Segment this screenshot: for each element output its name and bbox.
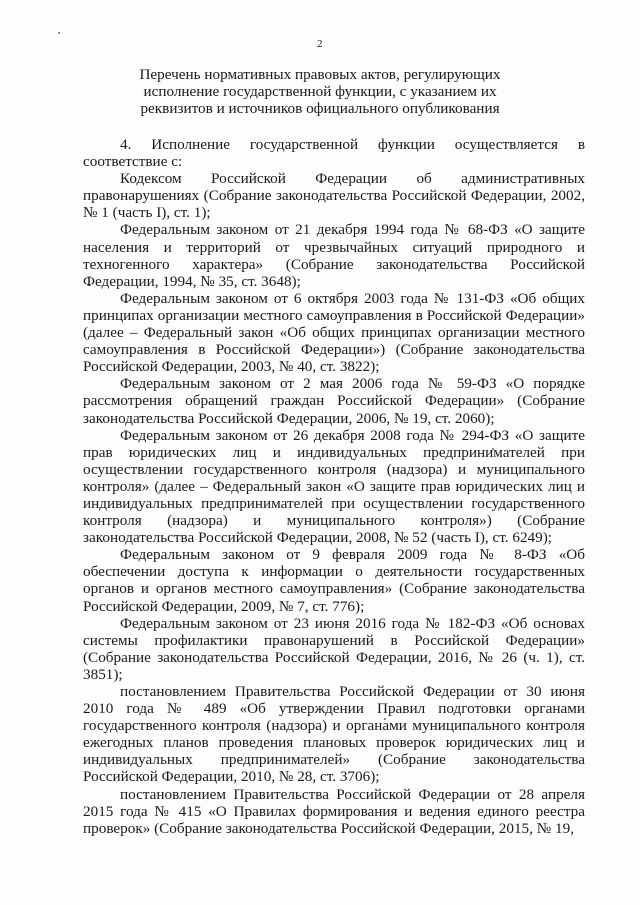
paragraph-law-182fz: Федеральным законом от 23 июня 2016 года № 182-ФЗ «Об основах системы профилактики правонарушений в Российской Федерации» (Собрание законодательства Российской Федерации, 2016, № 26 (ч. 1), ст. 3851); bbox=[83, 614, 585, 683]
scan-speck bbox=[58, 32, 60, 34]
paragraph-law-131fz: Федеральным законом от 6 октября 2003 года № 131-ФЗ «Об общих принципах организации местного самоуправления в Российской Федерации» (далее – Федеральный закон «Об общих принципах организации местного самоуправления в Российской Федерации») (Собрание законодательства Российской Федерации, 2003, № 40, ст. 3822); bbox=[83, 289, 585, 376]
paragraph-law-59fz: Федеральным законом от 2 мая 2006 года № 59-ФЗ «О порядке рассмотрения обращений граждан Российской Федерации» (Собрание законодательства Российской Федерации, 2006, № 19, ст. 2060); bbox=[83, 375, 585, 427]
paragraph-koap: Кодексом Российской Федерации об административных правонарушениях (Собрание законодательства Российской Федерации, 2002, № 1 (часть I), ст. 1); bbox=[83, 170, 585, 222]
paragraph-law-68fz: Федеральным законом от 21 декабря 1994 года № 68-ФЗ «О защите населения и территорий от чрезвычайных ситуаций природного и техногенного характера» (Собрание законодательства Российской Федерации, 1994, № 35, ст. 3648); bbox=[83, 221, 585, 290]
page-number: 2 bbox=[317, 38, 323, 50]
paragraph-decree-415: постановлением Правительства Российской Федерации от 28 апреля 2015 года № 415 «О Правилах формирования и ведения единого реестра проверок» (Собрание законодательства Российской Федерации, 2015, № 19, bbox=[83, 785, 585, 837]
paragraph-intro: 4. Исполнение государственной функции осуществляется в соответствие с: bbox=[83, 136, 585, 171]
document-title: Перечень нормативных правовых актов, регулирующих исполнение государственной функции, с указанием их реквизитов и источников официального опубликования bbox=[139, 66, 501, 117]
document-body bbox=[83, 136, 585, 837]
paragraph-law-294fz: Федеральным законом от 26 декабря 2008 года № 294-ФЗ «О защите прав юридических лиц и индивидуальных предпринимателей при осуществлении государственного контроля (надзора) и муниципального контроля» (далее – Федеральный закон «О защите прав юридических лиц и индивидуальных предпринимателей при осуществлении государственного контроля (надзора) и муниципального контроля») (Собрание законодательства Российской Федерации, 2008, № 52 (часть I), ст. 6249); bbox=[83, 426, 585, 547]
paragraph-decree-489: постановлением Правительства Российской Федерации от 30 июня 2010 года № 489 «Об утверждении Правил подготовки органами государственного контроля (надзора) и органами муниципального контроля ежегодных планов проведения плановых проверок юридических лиц и индивидуальных предпринимателей» (Собрание законодательства Российской Федерации, 2010, № 28, ст. 3706); bbox=[83, 683, 585, 786]
paragraph-law-8fz: Федеральным законом от 9 февраля 2009 года № 8-ФЗ «Об обеспечении доступа к информации о деятельности государственных органов и органов местного самоуправления» (Собрание законодательства Российской Федерации, 2009, № 7, ст. 776); bbox=[83, 546, 585, 615]
